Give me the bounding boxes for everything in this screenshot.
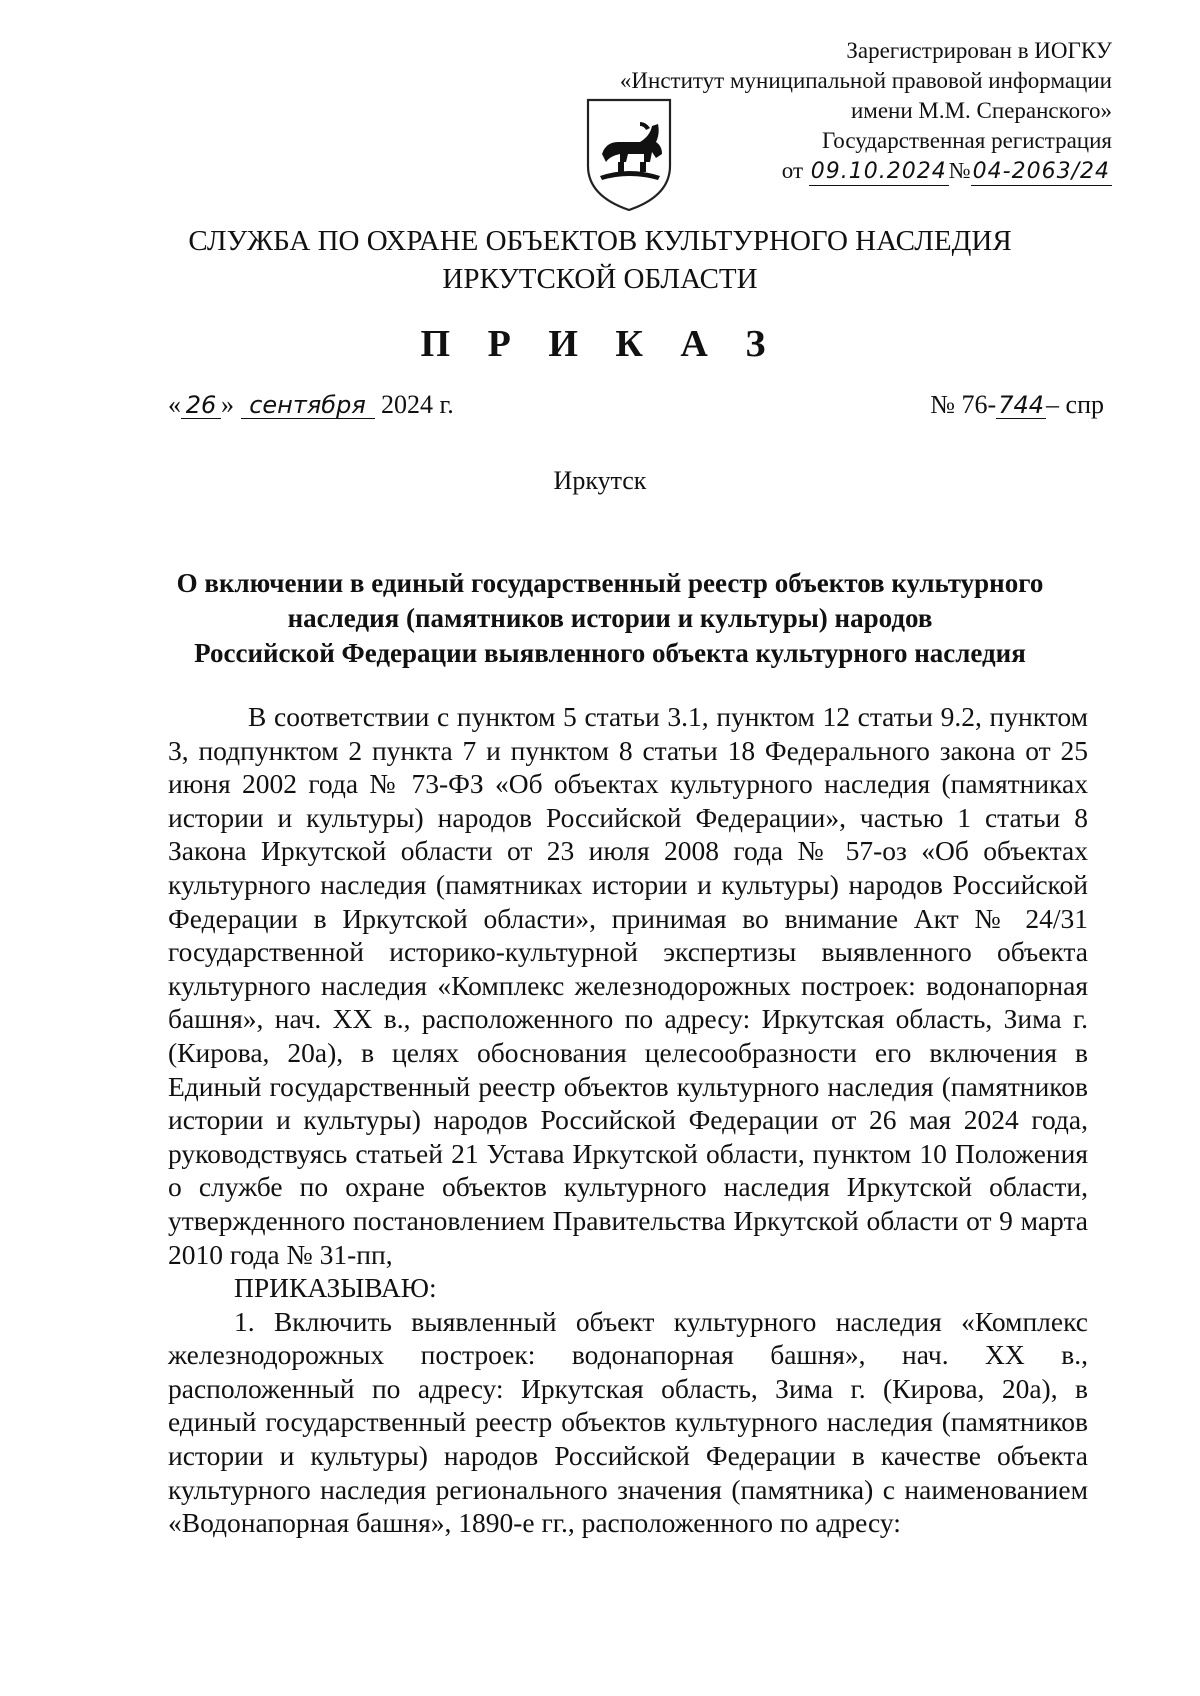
order-number-suffix: – спр <box>1046 390 1104 419</box>
document-type-title: П Р И К А З <box>420 323 780 365</box>
agency-line-1: СЛУЖБА ПО ОХРАНЕ ОБЪЕКТОВ КУЛЬТУРНОГО НАСЛЕДИЯ <box>188 225 1012 257</box>
registration-line-1: Зарегистрирован в ИОГКУ <box>846 38 1112 63</box>
order-number-prefix: № 76- <box>930 390 997 419</box>
registration-line-3: имени М.М. Сперанского» <box>850 98 1112 123</box>
date-close-quote: » <box>221 390 234 419</box>
heading-line-2: наследия (памятников истории и культуры) народов <box>287 603 933 633</box>
registration-date-prefix: от <box>781 158 803 183</box>
registration-number-prefix: № <box>948 158 971 183</box>
order-number <box>930 390 1104 420</box>
agency-line-2: ИРКУТСКОЙ ОБЛАСТИ <box>442 263 758 295</box>
registration-line-2: «Институт муниципальной правовой информации <box>619 68 1112 93</box>
date-year: 2024 г. <box>381 390 454 419</box>
date-month: сентября <box>241 392 375 419</box>
order-number-handwritten: 744 <box>998 391 1045 419</box>
registration-line-4: Государственная регистрация <box>822 128 1112 153</box>
irkutsk-coat-of-arms-icon <box>580 96 678 214</box>
preamble-paragraph: В соответствии с пунктом 5 статьи 3.1, пунктом 12 статьи 9.2, пунктом 3, подпунктом 2 пункта 7 и пунктом 8 статьи 18 Федерального закона от 25 июня 2002 года № 73-ФЗ «Об объектах культурного наследия (памятниках истории и культуры) народов Российской Федерации», частью 1 статьи 8 Закона Иркутской области от 23 июля 2008 года № 57-оз «Об объектах культурного наследия (памятниках истории и культуры) народов Российской Федерации в Иркутской области», принимая во внимание Акт № 24/31 государственной историко-культурной экспертизы выявленного объекта культурного наследия «Комплекс железнодорожных построек: водонапорная башня», нач. XX в., расположенного по адресу: Иркутская область, Зима г. (Кирова, 20а), в целях обоснования целесообразности его включения в Единый государственный реестр объектов культурного наследия (памятников истории и культуры) народов Российской Федерации от 26 мая 2024 года, руководствуясь статьей 21 Устава Иркутской области, пунктом 10 Положения о службе по охране объектов культурного наследия Иркутской области, утвержденного постановлением Правительства Иркутской области от 9 марта 2010 года № 31-пп, <box>168 701 1088 1270</box>
city: Иркутск <box>553 466 647 495</box>
heading-line-1: О включении в единый государственный реестр объектов культурного <box>176 568 1044 598</box>
date-open-quote: « <box>168 390 181 419</box>
document-body <box>168 700 1088 1540</box>
document-heading <box>150 566 1070 671</box>
registration-number: 04-2063/24 <box>972 159 1110 184</box>
date-day: 26 <box>181 392 221 419</box>
agency-name <box>0 222 1200 298</box>
registration-date: 09.10.2024 <box>810 159 947 184</box>
heading-line-3: Российской Федерации выявленного объекта культурного наследия <box>194 638 1026 668</box>
order-date <box>168 390 454 420</box>
order-item-1: 1. Включить выявленный объект культурного наследия «Комплекс железнодорожных построек: водонапорная башня», нач. XX в., расположенный по адресу: Иркутская область, Зима г. (Кирова, 20а), в единый государственный реестр объектов культурного наследия (памятников истории и культуры) народов Российской Федерации в качестве объекта культурного наследия регионального значения (памятника) с наименованием «Водонапорная башня», 1890-е гг., расположенного по адресу: <box>168 1305 1088 1539</box>
decree-word: ПРИКАЗЫВАЮ: <box>234 1272 437 1304</box>
